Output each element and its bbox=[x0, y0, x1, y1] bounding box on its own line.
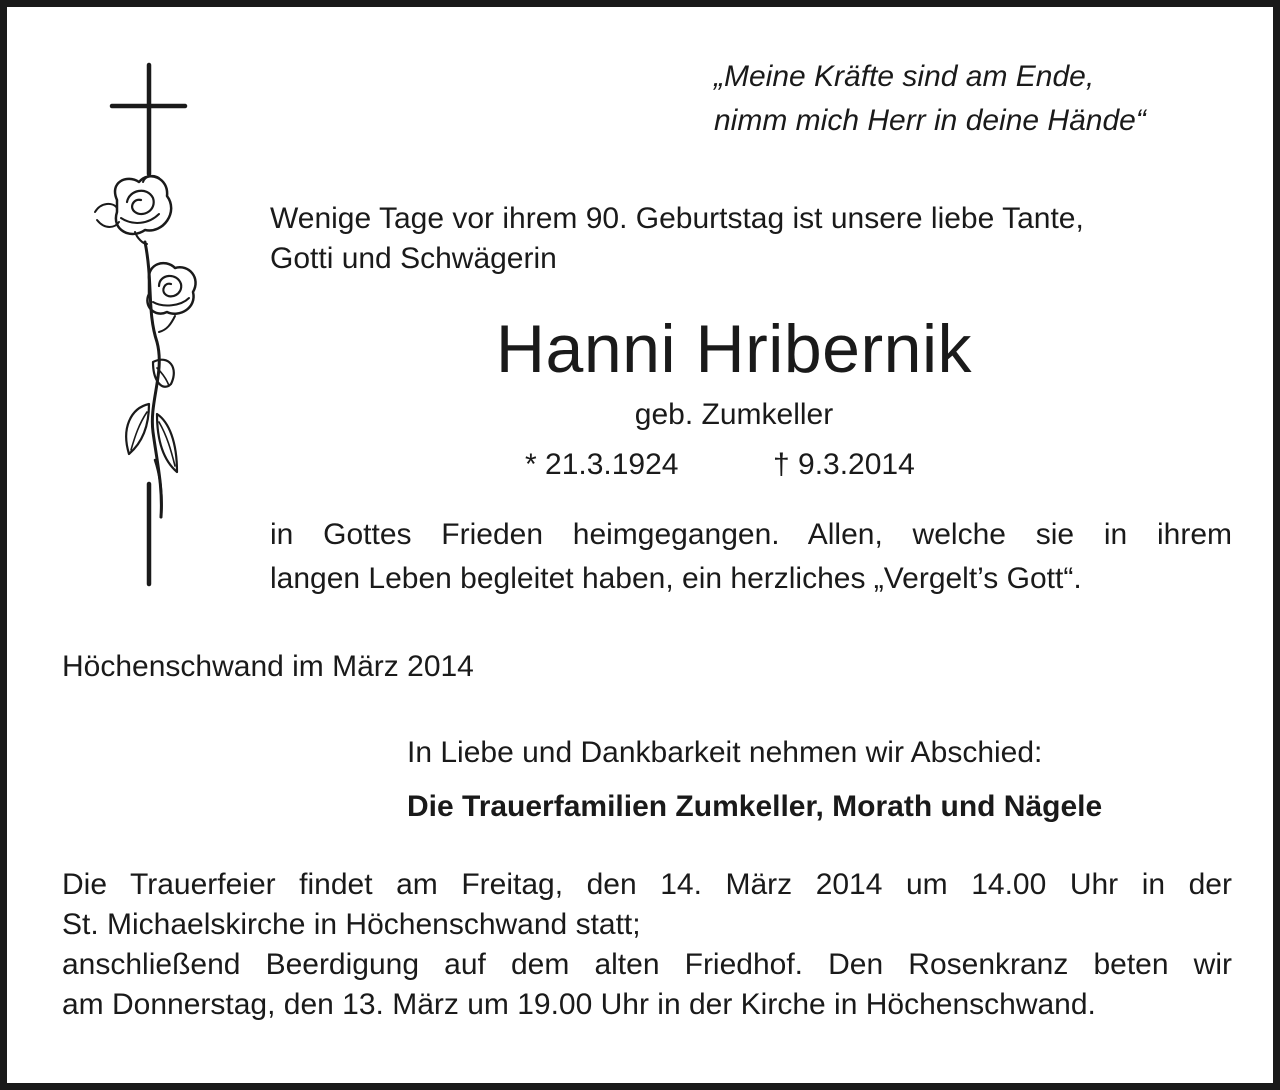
passing-line-1: in Gottes Frieden heimgegangen. Allen, welche sie in ihrem bbox=[270, 518, 1232, 551]
passing-text bbox=[270, 513, 1232, 601]
place-and-date: Höchenschwand im März 2014 bbox=[62, 650, 474, 683]
intro-line-1: Wenige Tage vor ihrem 90. Geburtstag ist unsere liebe Tante, bbox=[270, 202, 1084, 235]
mourning-families: Die Trauerfamilien Zumkeller, Morath und Nägele bbox=[407, 790, 1103, 823]
service-line-4: am Donnerstag, den 13. März um 19.00 Uhr in der Kirche in Höchenschwand. bbox=[62, 988, 1096, 1021]
quote-line-1: „Meine Kräfte sind am Ende, bbox=[714, 60, 1095, 93]
epigraph-quote bbox=[714, 55, 1146, 143]
funeral-service-info bbox=[62, 865, 1232, 1025]
quote-line-2: nimm mich Herr in deine Hände“ bbox=[714, 104, 1146, 137]
service-line-3: anschließend Beerdigung auf dem alten Friedhof. Den Rosenkranz beten wir bbox=[62, 948, 1232, 981]
farewell-text: In Liebe und Dankbarkeit nehmen wir Abschied: bbox=[407, 736, 1043, 769]
intro-line-2: Gotti und Schwägerin bbox=[270, 242, 557, 275]
birth-date: * 21.3.1924 bbox=[525, 448, 679, 481]
passing-line-2: langen Leben begleitet haben, ein herzliches „Vergelt’s Gott“. bbox=[270, 562, 1082, 595]
service-line-1: Die Trauerfeier findet am Freitag, den 14. März 2014 um 14.00 Uhr in der bbox=[62, 868, 1232, 901]
intro-text bbox=[270, 199, 1084, 279]
service-line-2: St. Michaelskirche in Höchenschwand statt; bbox=[62, 908, 641, 941]
death-date: † 9.3.2014 bbox=[773, 448, 915, 481]
maiden-name: geb. Zumkeller bbox=[634, 398, 834, 431]
deceased-name: Hanni Hribernik bbox=[495, 311, 973, 387]
